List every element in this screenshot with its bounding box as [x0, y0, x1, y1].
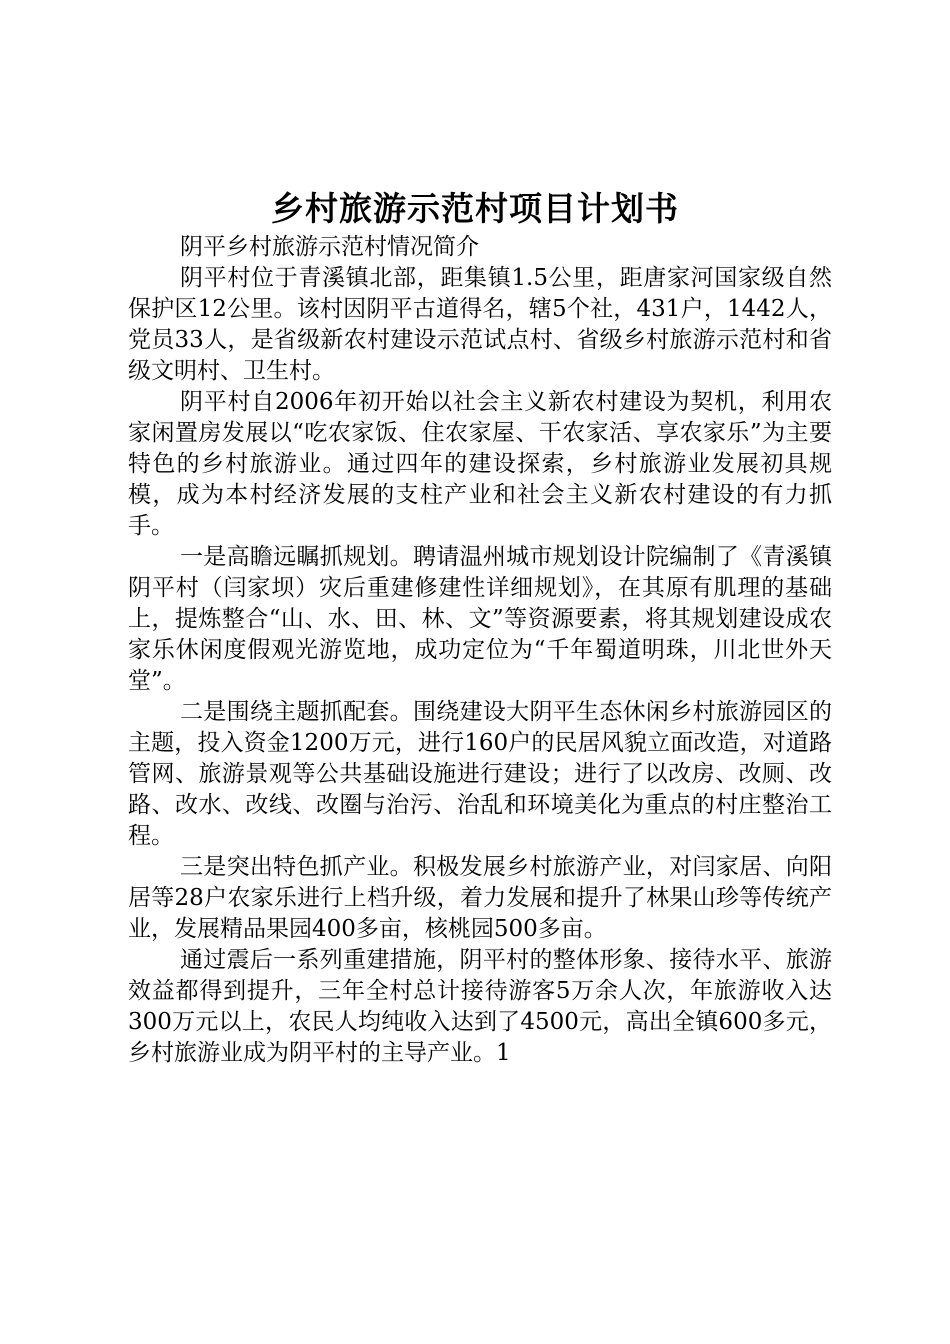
- paragraph-infrastructure: 二是围绕主题抓配套。围绕建设大阴平生态休闲乡村旅游园区的主题，投入资金1200万元，进行160户的民居风貌立面改造，对道路管网、旅游景观等公共基础设施进行建设；进行了以改房、改厕、改路、改水、改线、改圈与治污、治乱和环境美化为重点的村庄整治工程。: [128, 699, 832, 849]
- document-title: 乡村旅游示范村项目计划书: [271, 189, 679, 228]
- paragraph-results: 通过震后一系列重建措施，阴平村的整体形象、接待水平、旅游效益都得到提升，三年全村总计接待游客5万余人次，年旅游收入达300万元以上，农民人均纯收入达到了4500元，高出全镇600多元，乡村旅游业成为阴平村的主导产业。1: [128, 947, 832, 1066]
- section-subtitle: 阴平乡村旅游示范村情况简介: [180, 234, 479, 260]
- paragraph-planning: 一是高瞻远瞩抓规划。聘请温州城市规划设计院编制了《青溪镇阴平村（闫家坝）灾后重建修建性详细规划》，在其原有肌理的基础上，提炼整合“山、水、田、林、文”等资源要素，将其规划建设成农家乐休闲度假观光游览地，成功定位为“千年蜀道明珠，川北世外天堂”。: [128, 544, 832, 694]
- paragraph-development: 阴平村自2006年初开始以社会主义新农村建设为契机，利用农家闲置房发展以“吃农家饭、住农家屋、干农家活、享农家乐”为主要特色的乡村旅游业。通过四年的建设探索，乡村旅游业发展初具规模，成为本村经济发展的支柱产业和社会主义新农村建设的有力抓手。: [128, 389, 832, 539]
- paragraph-intro: 阴平村位于青溪镇北部，距集镇1.5公里，距唐家河国家级自然保护区12公里。该村因阴平古道得名，辖5个社，431户，1442人，党员33人，是省级新农村建设示范试点村、省级乡村旅游示范村和省级文明村、卫生村。: [128, 265, 832, 384]
- document-body: [128, 232, 832, 1069]
- paragraph-industry: 三是突出特色抓产业。积极发展乡村旅游产业，对闫家居、向阳居等28户农家乐进行上档升级，着力发展和提升了林果山珍等传统产业，发展精品果园400多亩，核桃园500多亩。: [128, 854, 832, 942]
